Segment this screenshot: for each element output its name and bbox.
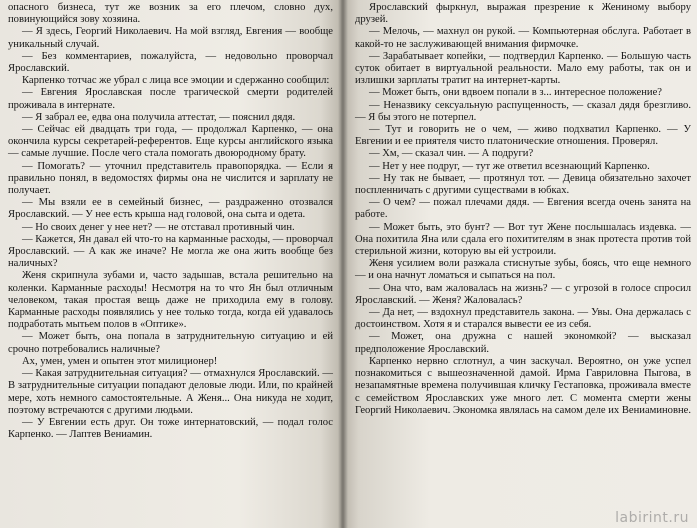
paragraph: — Кажется, Ян давал ей что-то на карманные расходы, — проворчал Ярославский. — А как же иначе? Не могла же она жить вообще без наличных? (8, 233, 333, 270)
paragraph: Женя скрипнула зубами и, часто задышав, встала решительно на коленки. Карманные расходы! Несмотря на то что Ян был отличным человеком, такая простая вещь даже не приходила ему в голову. Карманные расходы появлялись у нее только тогда, когда ей удавалось подработать мытьем полов в «Оптике». (8, 270, 333, 331)
paragraph: — Может быть, она попала в затруднительную ситуацию и ей срочно потребовались наличные? (8, 331, 333, 355)
paragraph: — Может быть, это бунт? — Вот тут Жене послышалась издевка. — Она похитила Яна или сдала его похитителям в знак протеста против той стерильной жизни, которую вы ей устроили. (355, 221, 691, 258)
paragraph: — Без комментариев, пожалуйста, — недовольно проворчал Ярославский. (8, 50, 333, 75)
paragraph: — Евгения Ярославская после трагической смерти родителей проживала в интернате. (8, 87, 333, 111)
paragraph: опасного бизнеса, тут же возник за его плечом, словно дух, повинующийся зову хозяина. (8, 2, 333, 26)
paragraph: — Мы взяли ее в семейный бизнес, — раздраженно отозвался Ярославский. — У нее есть крыша над головой, она сыта и одета. (8, 197, 333, 221)
paragraph: — Нет у нее подруг, — тут же ответил всезнающий Карпенко. (369, 160, 650, 172)
paragraph: — Помогать? — уточнил представитель правопорядка. — Если я правильно понял, в ведомостях фирмы она не числится и зарплату не получает. (8, 160, 333, 197)
paragraph: — Я здесь, Георгий Николаевич. На мой взгляд, Евгения — вообще уникальный случай. (8, 26, 333, 50)
paragraph: — О чем? — пожал плечами дядя. — Евгения всегда очень занята на работе. (355, 197, 691, 221)
paragraph: — У Евгении есть друг. Он тоже интернатовский, — подал голос Карпенко. — Лаптев Вениамин. (8, 416, 333, 441)
paragraph: Ярославский фыркнул, выражая презрение к Жениному выбору друзей. (355, 2, 691, 26)
right-page (341, 0, 697, 528)
paragraph: Карпенко тотчас же убрал с лица все эмоции и сдержанно сообщил: (22, 75, 330, 87)
paragraph: — Мелочь, — махнул он рукой. — Компьютерная обслуга. Работает в какой-то не заслуживающей внимания фирмочке. (355, 26, 691, 50)
paragraph: — Зарабатывает копейки, — подтвердил Карпенко. — Большую часть суток обитает в виртуальной реальности. Мало ему работы, так он и излишки зарплаты тратит на интернет-карты. (355, 50, 691, 87)
paragraph: — Может быть, они вдвоем попали в з... интересное положение? (369, 87, 662, 99)
paragraph: — Она что, вам жаловалась на жизнь? — с угрозой в голосе спросил Ярославский. — Женя? Жаловалась? (355, 282, 691, 306)
paragraph: — Неназвику сексуальную распущенность, — сказал дядя брезгливо. — Я бы этого не потерпел. (355, 99, 691, 123)
paragraph: — Хм, — сказал чин. — А подруги? (369, 148, 534, 160)
watermark: labirint.ru (615, 509, 689, 526)
paragraph: — Какая затруднительная ситуация? — отмахнулся Ярославский. — В затруднительные ситуации попадают деловые люди. Или, по крайней мере, хоть немного самостоятельные. А Женя... Она никуда не ходит, поэтому встречаются с другими людьми. (8, 368, 333, 416)
paragraph: — Сейчас ей двадцать три года, — продолжал Карпенко, — она окончила курсы секретарей-референтов. Еще курсы английского языка — самые лучшие. После чего стала помогать двоюродному брату. (8, 124, 333, 160)
left-page (0, 0, 341, 528)
paragraph: Ах, умен, умен и опытен этот милиционер! (22, 355, 218, 367)
paragraph: — Ну так не бывает, — протянул тот. — Девица обязательно захочет поспленничать с другими существами в юбках. (355, 172, 691, 197)
paragraph: — Тут и говорить не о чем, — живо подхватил Карпенко. — У Евгении и ее приятеля чисто платонические отношения. Проверял. (355, 124, 691, 148)
paragraph: — Может, она дружна с нашей экономкой? — высказал предположение Ярославский. (355, 331, 691, 355)
paragraph: — Да нет, — вздохнул представитель закона. — Увы. Она держалась с достоинством. Хотя я и старался вывести ее из себя. (355, 307, 691, 331)
paragraph: Карпенко нервно сглотнул, а чин заскучал. Вероятно, он уже успел познакомиться с вышеозначенной дамой. Ирма Гавриловна Пыгова, в незапамятные времена получившая кличку Гестаповка, проживала вместе с семейством Ярославских уже много лет. С момента смерти жены Георгий Николаевич. Экономка являлась на самом деле их Вениаминовне. (355, 355, 692, 416)
paragraph: Женя усилием воли разжала стиснутые зубы, боясь, что еще немного — и она начнут ломаться и сыпаться на пол. (355, 258, 691, 282)
paragraph: — Я забрал ее, едва она получила аттестат, — пояснил дядя. (22, 111, 296, 123)
paragraph: — Но своих денег у нее нет? — не отставал противный чин. (22, 221, 295, 233)
